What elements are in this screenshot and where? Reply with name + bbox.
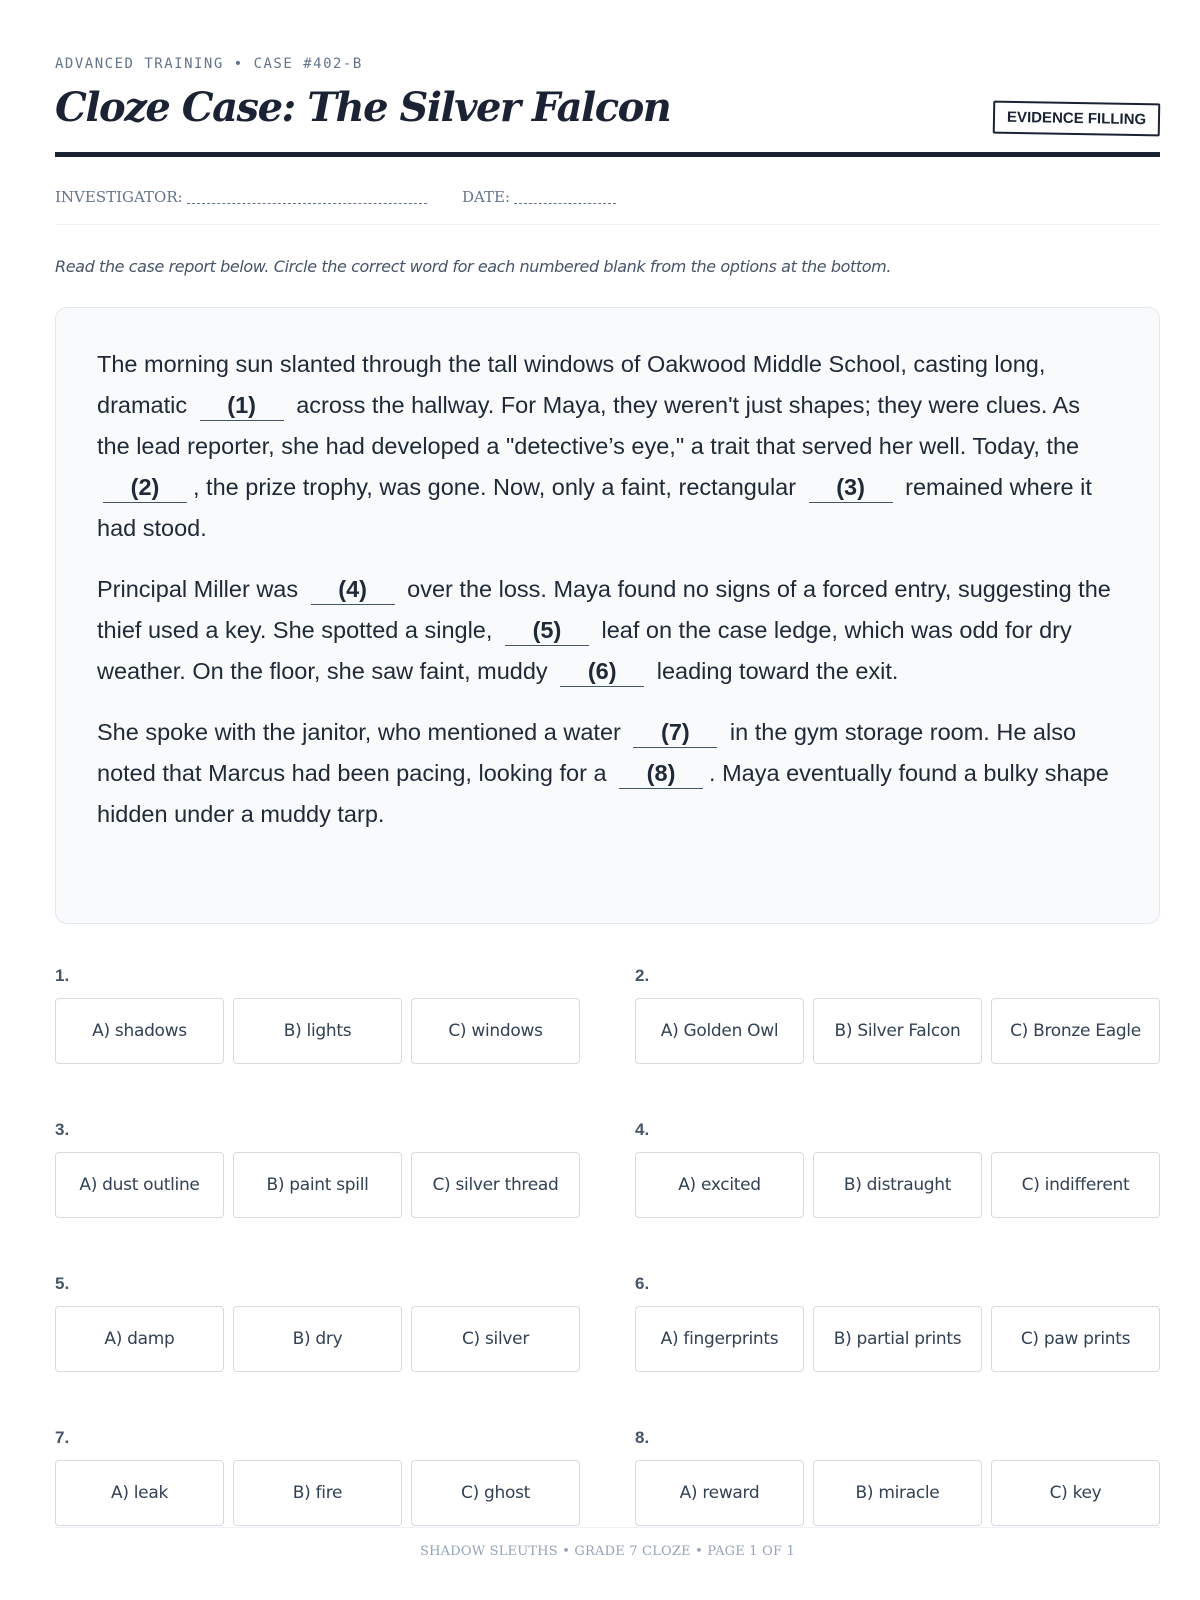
option-8c[interactable]: C) key (991, 1460, 1160, 1526)
option-1c[interactable]: C) windows (411, 998, 580, 1064)
option-6c[interactable]: C) paw prints (991, 1306, 1160, 1372)
investigator-line[interactable] (187, 190, 427, 204)
story-text: . Maya eventually found a bulky shape hidden under a muddy tarp. (97, 760, 1109, 827)
page-footer: SHADOW SLEUTHS • GRADE 7 CLOZE • PAGE 1 OF 1 (420, 1544, 795, 1559)
case-report (55, 307, 1160, 924)
option-5a[interactable]: A) damp (55, 1306, 224, 1372)
question-number: 7. (55, 1428, 70, 1447)
story-paragraph-2 (97, 569, 1119, 692)
option-4a[interactable]: A) excited (635, 1152, 804, 1218)
blank-1: (1) (200, 390, 284, 421)
question-number: 2. (635, 966, 650, 985)
evidence-badge: EVIDENCE FILLING (993, 101, 1161, 137)
question-number: 8. (635, 1428, 650, 1447)
option-8b[interactable]: B) miracle (813, 1460, 982, 1526)
blank-8: (8) (619, 758, 703, 789)
story-text: remained where it had stood. (97, 474, 1092, 541)
option-6a[interactable]: A) fingerprints (635, 1306, 804, 1372)
blank-7: (7) (633, 717, 717, 748)
date-line[interactable] (514, 190, 616, 204)
question-5 (55, 1270, 580, 1372)
option-4c[interactable]: C) indifferent (991, 1152, 1160, 1218)
option-3a[interactable]: A) dust outline (55, 1152, 224, 1218)
question-1 (55, 962, 580, 1064)
option-7c[interactable]: C) ghost (411, 1460, 580, 1526)
question-8 (635, 1424, 1160, 1526)
option-8a[interactable]: A) reward (635, 1460, 804, 1526)
blank-4: (4) (311, 574, 395, 605)
question-4 (635, 1116, 1160, 1218)
blank-5: (5) (505, 615, 589, 646)
case-eyebrow: ADVANCED TRAINING • CASE #402-B (55, 56, 363, 72)
option-3c[interactable]: C) silver thread (411, 1152, 580, 1218)
date-field[interactable] (462, 188, 616, 206)
date-label: DATE: (462, 188, 511, 206)
page-title: Cloze Case: The Silver Falcon (55, 84, 671, 131)
story-text: , the prize trophy, was gone. Now, only a faint, rectangular (193, 474, 797, 500)
story-text: She spoke with the janitor, who mentioned a water (97, 719, 621, 745)
story-text: leaf on the case ledge, which was odd for dry weather. On the floor, she saw faint, muddy (97, 617, 1072, 684)
answer-options (55, 962, 1160, 1526)
option-6b[interactable]: B) partial prints (813, 1306, 982, 1372)
question-6 (635, 1270, 1160, 1372)
option-7a[interactable]: A) leak (55, 1460, 224, 1526)
option-5b[interactable]: B) dry (233, 1306, 402, 1372)
worksheet-page (55, 0, 1160, 1600)
blank-3: (3) (809, 472, 893, 503)
story-text: The morning sun slanted through the tall windows of Oakwood Middle School, casting long, dramatic (97, 351, 1046, 418)
option-3b[interactable]: B) paint spill (233, 1152, 402, 1218)
story-text: leading toward the exit. (656, 658, 899, 684)
instructions: Read the case report below. Circle the correct word for each numbered blank from the options at the bottom. (55, 257, 892, 276)
meta-divider (55, 224, 1160, 225)
option-5c[interactable]: C) silver (411, 1306, 580, 1372)
investigator-label: INVESTIGATOR: (55, 188, 183, 206)
story-text: in the gym storage room. He also noted that Marcus had been pacing, looking for a (97, 719, 1077, 786)
question-7 (55, 1424, 580, 1526)
story-text: across the hallway. For Maya, they weren't just shapes; they were clues. As the lead reporter, she had developed a "detective’s eye," a trait that served her well. Today, the (97, 392, 1081, 459)
option-4b[interactable]: B) distraught (813, 1152, 982, 1218)
option-1b[interactable]: B) lights (233, 998, 402, 1064)
question-number: 3. (55, 1120, 70, 1139)
option-1a[interactable]: A) shadows (55, 998, 224, 1064)
footer-divider (55, 1527, 1160, 1528)
question-3 (55, 1116, 580, 1218)
question-number: 5. (55, 1274, 70, 1293)
blank-6: (6) (560, 656, 644, 687)
option-2b[interactable]: B) Silver Falcon (813, 998, 982, 1064)
story-paragraph-1 (97, 344, 1119, 549)
question-number: 6. (635, 1274, 650, 1293)
question-number: 1. (55, 966, 70, 985)
story-text: over the loss. Maya found no signs of a forced entry, suggesting the thief used a key. She spotted a single, (97, 576, 1111, 643)
blank-2: (2) (103, 472, 187, 503)
story-paragraph-3 (97, 712, 1119, 835)
question-number: 4. (635, 1120, 650, 1139)
option-7b[interactable]: B) fire (233, 1460, 402, 1526)
option-2c[interactable]: C) Bronze Eagle (991, 998, 1160, 1064)
investigator-field[interactable] (55, 188, 427, 206)
header-divider (55, 152, 1160, 157)
question-2 (635, 962, 1160, 1064)
option-2a[interactable]: A) Golden Owl (635, 998, 804, 1064)
story-text: Principal Miller was (97, 576, 299, 602)
